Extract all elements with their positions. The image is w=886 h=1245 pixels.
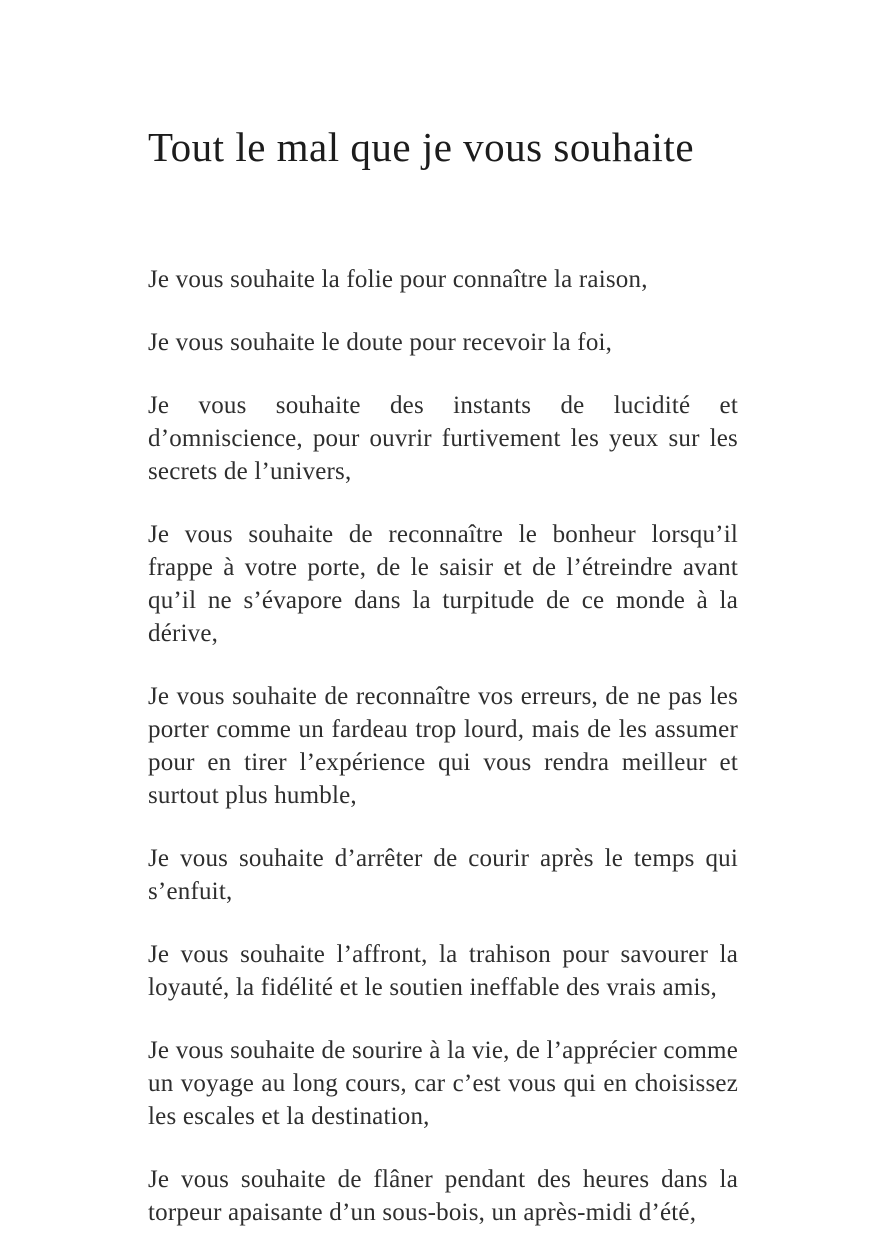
paragraph: Je vous souhaite de flâner pendant des heures dans la torpeur apaisante d’un sous-bois, un après-midi d’été, (148, 1166, 738, 1227)
paragraph: Je vous souhaite le doute pour recevoir la foi, (148, 329, 613, 357)
paragraph: Je vous souhaite des instants de lucidité et d’omniscience, pour ouvrir furtivement les yeux sur les secrets de l’univers, (148, 392, 738, 486)
paragraph: Je vous souhaite l’affront, la trahison pour savourer la loyauté, la fidélité et le soutien ineffable des vrais amis, (148, 941, 738, 1002)
paragraph: Je vous souhaite de reconnaître le bonheur lorsqu’il frappe à votre porte, de le saisir et de l’étreindre avant qu’il ne s’évapore dans la turpitude de ce monde à la dérive, (148, 521, 738, 648)
page-title: Tout le mal que je vous souhaite (148, 124, 695, 170)
paragraph: Je vous souhaite la folie pour connaître la raison, (148, 266, 648, 294)
paragraph: Je vous souhaite de sourire à la vie, de l’apprécier comme un voyage au long cours, car c’est vous qui en choisissez les escales et la destination, (148, 1037, 738, 1131)
paragraph: Je vous souhaite de reconnaître vos erreurs, de ne pas les porter comme un fardeau trop lourd, mais de les assumer pour en tirer l’expérience qui vous rendra meilleur et surtout plus humble, (148, 683, 738, 810)
poem-body (148, 263, 738, 1229)
paragraph: Je vous souhaite d’arrêter de courir après le temps qui s’enfuit, (148, 845, 738, 906)
